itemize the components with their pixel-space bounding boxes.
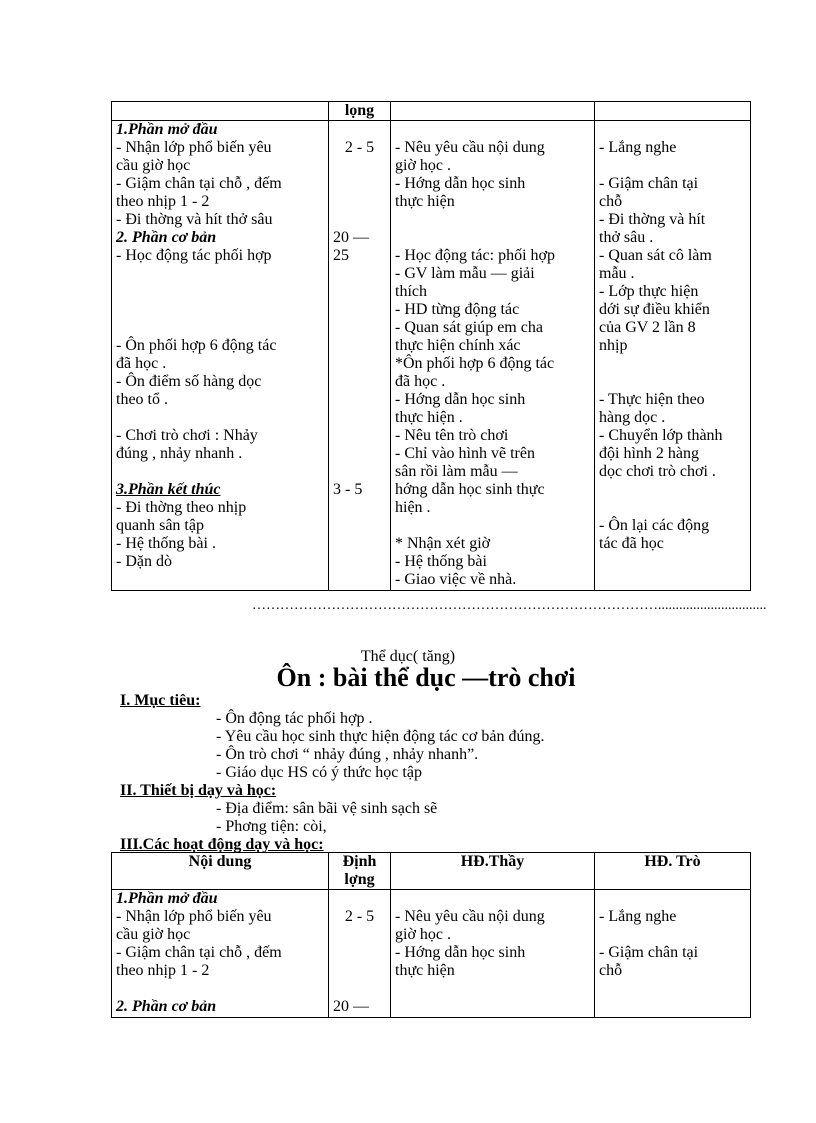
content-line: - Nhận lớp phổ biến yêu xyxy=(116,908,272,925)
student-line xyxy=(599,355,746,373)
teacher-column xyxy=(391,890,595,1018)
teacher-line: - Quan sát giúp em cha xyxy=(395,319,543,336)
header-cell xyxy=(391,102,595,121)
student-line: thở sâu . xyxy=(599,229,654,246)
content-line xyxy=(116,319,324,337)
activity-table-continued xyxy=(111,101,751,591)
teacher-column xyxy=(391,121,595,591)
column-header-student: HĐ. Trò xyxy=(595,853,751,890)
teacher-line: - Giao việc về nhà. xyxy=(395,571,517,588)
student-line: - Giậm chân tại xyxy=(599,944,699,961)
quantity-line xyxy=(333,427,386,445)
student-line: dọc chơi trò chơi . xyxy=(599,463,716,480)
content-line: đã học . xyxy=(116,355,167,372)
content-line: - Hệ thống bài . xyxy=(116,535,216,552)
content-line xyxy=(116,463,324,481)
section-heading: 2. Phần cơ bản xyxy=(116,229,217,246)
quantity-line xyxy=(333,980,386,998)
content-line: - Chơi trò chơi : Nhảy xyxy=(116,427,258,444)
student-column xyxy=(595,121,751,591)
student-line: mẫu . xyxy=(599,265,635,282)
teacher-line: hớng dẫn học sinh thực xyxy=(395,481,545,498)
content-line xyxy=(116,283,324,301)
student-line xyxy=(599,499,746,517)
teacher-line xyxy=(395,229,590,247)
content-line: cầu giờ học xyxy=(116,157,191,174)
quantity-line xyxy=(333,890,386,908)
teacher-line: - Hớng dẫn học sinh xyxy=(395,944,526,961)
header-cell-dinh-luong-tail: lọng xyxy=(329,102,391,121)
quantity-line xyxy=(333,373,386,391)
teacher-line: * Nhận xét giờ xyxy=(395,535,491,552)
content-line: - Đi thờng và hít thở sâu xyxy=(116,211,273,228)
content-line: theo nhịp 1 - 2 xyxy=(116,962,210,979)
student-line: nhịp xyxy=(599,337,628,354)
teacher-line: - Hớng dẫn học sinh xyxy=(395,391,526,408)
content-column xyxy=(112,890,329,1018)
content-line: - Giậm chân tại chỗ , đếm xyxy=(116,175,282,192)
section-heading: 1.Phần mở đầu xyxy=(116,121,218,138)
teacher-line: - Hớng dẫn học sinh xyxy=(395,175,526,192)
lesson-subject: Thể dục( tăng) xyxy=(360,648,456,665)
student-line: - Quan sát cô làm xyxy=(599,247,712,264)
content-line: theo nhịp 1 - 2 xyxy=(116,193,210,210)
teacher-line: - Chỉ vào hình vẽ trên xyxy=(395,445,535,462)
content-line: - Ôn điểm số hàng dọc xyxy=(116,373,262,390)
teacher-line: - GV làm mẫu — giải xyxy=(395,265,535,282)
student-line: hàng dọc . xyxy=(599,409,666,426)
table-header-row xyxy=(112,853,751,890)
student-line: - Lắng nghe xyxy=(599,908,677,925)
quantity-column xyxy=(329,890,391,1018)
quantity-line: 2 - 5 xyxy=(344,908,375,925)
quantity-line xyxy=(333,962,386,980)
quantity-line xyxy=(333,265,386,283)
quantity-line: 20 — xyxy=(333,229,369,246)
quantity-line xyxy=(333,121,386,139)
student-line: - Thực hiện theo xyxy=(599,391,705,408)
quantity-line xyxy=(333,445,386,463)
student-line xyxy=(599,373,746,391)
quantity-line xyxy=(333,944,386,962)
teacher-line: thực hiện xyxy=(395,193,455,210)
teacher-line: - Nêu yêu cầu nội dung xyxy=(395,139,545,156)
quantity-line xyxy=(333,355,386,373)
header-cell xyxy=(595,102,751,121)
content-line xyxy=(116,980,324,998)
equipment-item: - Địa điểm: sân bãi vệ sinh sạch sẽ xyxy=(216,800,438,817)
quantity-line xyxy=(333,409,386,427)
teacher-line xyxy=(395,890,590,908)
content-line: theo tổ . xyxy=(116,391,168,408)
teacher-line: thích xyxy=(395,283,427,300)
teacher-line: - Nêu tên trò chơi xyxy=(395,427,509,444)
objective-item: - Ôn động tác phối hợp . xyxy=(216,710,373,727)
student-line: tác đã học xyxy=(599,535,664,552)
quantity-line xyxy=(333,319,386,337)
dotted-separator: ……………………………………………………………………………............................... xyxy=(252,598,767,613)
quantity-line xyxy=(333,283,386,301)
student-column xyxy=(595,890,751,1018)
teacher-line xyxy=(395,211,590,229)
teacher-line: thực hiện xyxy=(395,962,455,979)
teacher-line: thực hiện . xyxy=(395,409,463,426)
student-line: chỗ xyxy=(599,962,623,979)
quantity-line xyxy=(333,337,386,355)
student-line: chỗ xyxy=(599,193,623,210)
equipment-item: - Phơng tiện: còi, xyxy=(216,818,327,835)
content-line xyxy=(116,301,324,319)
quantity-line xyxy=(333,211,386,229)
teacher-line: đã học . xyxy=(395,373,446,390)
section-heading: 3.Phần kết thúc xyxy=(116,481,221,498)
objective-item: - Yêu cầu học sinh thực hiện động tác cơ bản đúng. xyxy=(216,728,545,745)
student-line: - Lắng nghe xyxy=(599,139,677,156)
content-line: cầu giờ học xyxy=(116,926,191,943)
quantity-line xyxy=(333,193,386,211)
teacher-line: sân rồi làm mẫu — xyxy=(395,463,518,480)
student-line: - Lớp thực hiện xyxy=(599,283,699,300)
section-activities-heading: III.Các hoạt động dạy và học: xyxy=(120,836,324,853)
content-line xyxy=(116,409,324,427)
student-line: - Ôn lại các động xyxy=(599,517,710,534)
quantity-line xyxy=(333,175,386,193)
student-line: - Chuyển lớp thành xyxy=(599,427,723,444)
content-line: quanh sân tập xyxy=(116,517,204,534)
quantity-line xyxy=(333,301,386,319)
quantity-line xyxy=(333,157,386,175)
section-equipment-heading: II. Thiết bị dạy và học: xyxy=(120,782,277,799)
content-line: - Nhận lớp phổ biến yêu xyxy=(116,139,272,156)
student-line xyxy=(599,926,746,944)
student-line xyxy=(599,121,746,139)
column-header-quantity: Định lợng xyxy=(329,853,391,890)
student-line xyxy=(599,890,746,908)
teacher-line: giờ học . xyxy=(395,157,452,174)
table-row xyxy=(112,890,751,1018)
teacher-line: thực hiện chính xác xyxy=(395,337,521,354)
teacher-line: - HD từng động tác xyxy=(395,301,520,318)
student-line: đội hình 2 hàng xyxy=(599,445,699,462)
teacher-line: *Ôn phối hợp 6 động tác xyxy=(395,355,555,372)
content-line: - Ôn phối hợp 6 động tác xyxy=(116,337,277,354)
content-line: - Đi thờng theo nhịp xyxy=(116,499,247,516)
quantity-line: 2 - 5 xyxy=(344,139,375,156)
quantity-line xyxy=(333,926,386,944)
table-header-tail-row xyxy=(112,102,751,121)
quantity-line xyxy=(333,391,386,409)
content-line: đúng , nhảy nhanh . xyxy=(116,445,243,462)
quantity-line: 3 - 5 xyxy=(333,481,363,498)
teacher-line: - Hệ thống bài xyxy=(395,553,487,570)
header-cell xyxy=(112,102,329,121)
section-heading: 2. Phần cơ bản xyxy=(116,998,217,1015)
table-row xyxy=(112,121,751,591)
content-line: - Giậm chân tại chỗ , đếm xyxy=(116,944,282,961)
content-line: - Học động tác phối hợp xyxy=(116,247,272,264)
column-header-teacher: HĐ.Thầy xyxy=(391,853,595,890)
section-objectives-heading: I. Mục tiêu: xyxy=(120,692,201,709)
column-header-content: Nội dung xyxy=(112,853,329,890)
student-line xyxy=(599,481,746,499)
quantity-line: 25 xyxy=(333,247,349,264)
student-line: của GV 2 lần 8 xyxy=(599,319,696,336)
teacher-line: giờ học . xyxy=(395,926,452,943)
teacher-line xyxy=(395,517,590,535)
teacher-line: - Học động tác: phối hợp xyxy=(395,247,555,264)
objective-item: - Ôn trò chơi “ nhảy đúng , nhảy nhanh”. xyxy=(216,746,479,763)
content-line: - Dặn dò xyxy=(116,553,172,570)
quantity-line: 20 — xyxy=(333,998,369,1015)
student-line xyxy=(599,157,746,175)
teacher-line xyxy=(395,121,590,139)
content-column xyxy=(112,121,329,591)
teacher-line: - Nêu yêu cầu nội dung xyxy=(395,908,545,925)
quantity-column xyxy=(329,121,391,591)
objective-item: - Giáo dục HS có ý thức học tập xyxy=(216,764,422,781)
student-line: - Giậm chân tại xyxy=(599,175,699,192)
activity-table xyxy=(111,852,751,1018)
teacher-line: hiện . xyxy=(395,499,431,516)
lesson-title: Ôn : bài thể dục —trò chơi xyxy=(276,663,576,692)
quantity-line xyxy=(333,463,386,481)
section-heading: 1.Phần mở đầu xyxy=(116,890,218,907)
student-line: dới sự điều khiển xyxy=(599,301,710,318)
content-line xyxy=(116,265,324,283)
student-line: - Đi thờng và hít xyxy=(599,211,706,228)
